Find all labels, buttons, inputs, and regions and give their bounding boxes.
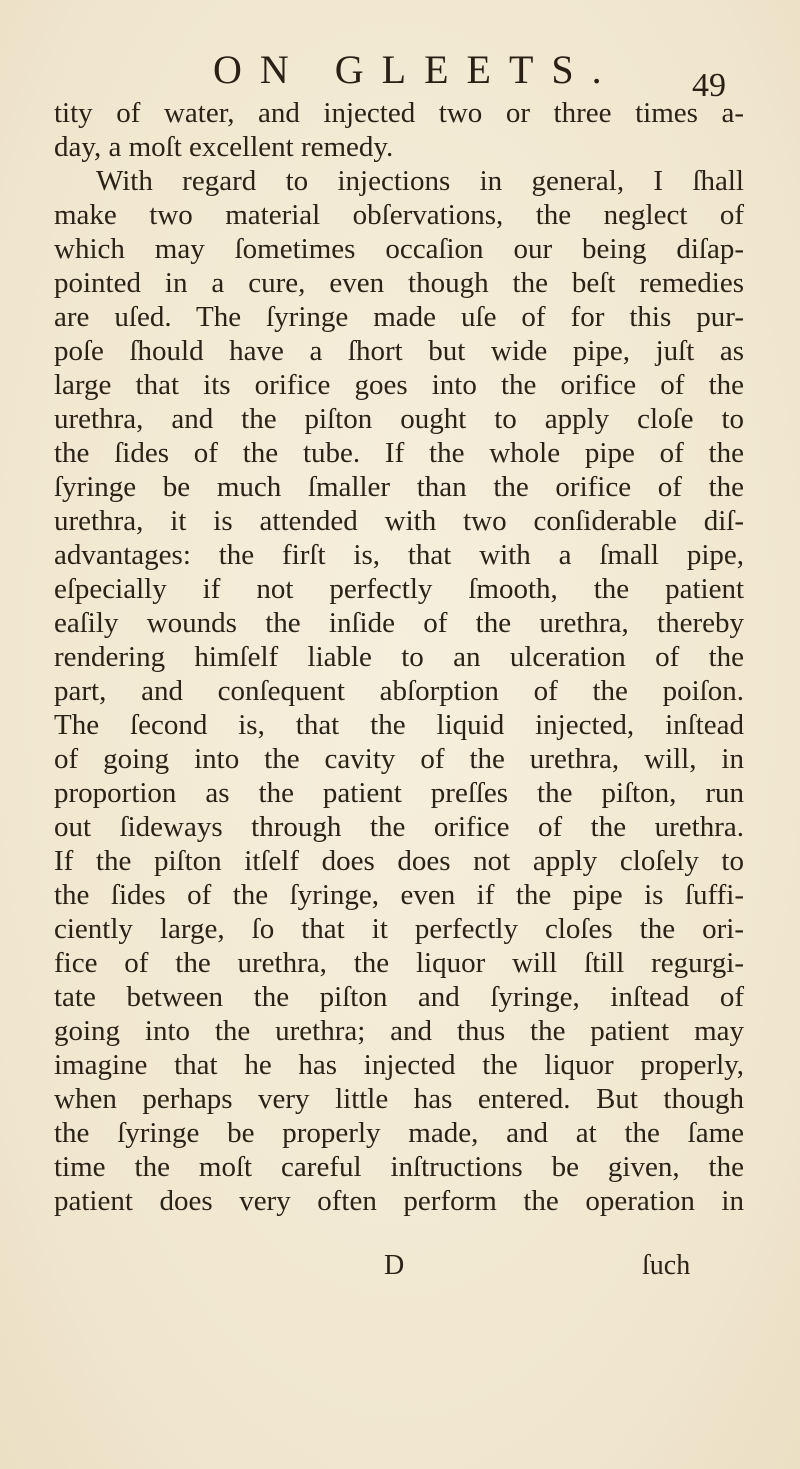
text-line: the ſides of the tube. If the whole pipe of the [54,437,744,469]
text-line: ciently large, ſo that it perfectly cloſes the ori- [54,913,744,945]
text-line: going into the urethra; and thus the patient may [54,1015,744,1047]
text-line: poſe ſhould have a ſhort but wide pipe, juſt as [54,335,744,367]
text-line: which may ſometimes occaſion our being diſap- [54,233,744,265]
running-head: ON GLEETS. [213,47,620,92]
text-line: the ſides of the ſyringe, even if the pipe is ſuffi- [54,879,744,911]
page-header [0,40,800,104]
text-line: eaſily wounds the inſide of the urethra, thereby [54,607,744,639]
text-line: advantages: the firſt is, that with a ſmall pipe, [54,539,744,571]
text-line: proportion as the patient preſſes the piſton, run [54,777,744,809]
text-line: out ſideways through the orifice of the urethra. [54,811,744,843]
text-line: ſyringe be much ſmaller than the orifice of the [54,471,744,503]
text-line: make two material obſervations, the neglect of [54,199,744,231]
text-line: patient does very often perform the operation in [54,1185,744,1217]
text-line: pointed in a cure, even though the beſt remedies [54,267,744,299]
text-line: urethra, and the piſton ought to apply cloſe to [54,403,744,435]
text-line: imagine that he has injected the liquor properly, [54,1049,744,1081]
text-line: when perhaps very little has entered. But though [54,1083,744,1115]
text-line: urethra, it is attended with two conſiderable diſ- [54,505,744,537]
text-line: the ſyringe be properly made, and at the ſame [54,1117,744,1149]
text-line: The ſecond is, that the liquid injected, inſtead [54,709,744,741]
catchword: ſuch [642,1250,691,1281]
page-number: 49 [692,67,726,104]
body-text [54,96,744,1218]
page-footer [0,1246,800,1286]
text-line: tate between the piſton and ſyringe, inſtead of [54,981,744,1013]
text-line: are uſed. The ſyringe made uſe of for this pur- [54,301,744,333]
text-line: day, a moſt excellent remedy. [54,131,394,163]
text-line: rendering himſelf liable to an ulceration of the [54,641,744,673]
text-line: large that its orifice goes into the orifice of the [54,369,744,401]
text-line: eſpecially if not perfectly ſmooth, the patient [54,573,744,605]
text-line: time the moſt careful inſtructions be given, the [54,1151,744,1183]
signature-mark: D [384,1250,405,1281]
text-line: If the piſton itſelf does does not apply cloſely to [54,845,744,877]
text-line: fice of the urethra, the liquor will ſtill regurgi- [54,947,744,979]
text-line: tity of water, and injected two or three times a- [54,97,744,129]
text-line: part, and conſequent abſorption of the poiſon. [54,675,744,707]
text-line: of going into the cavity of the urethra, will, in [54,743,744,775]
text-line: With regard to injections in general, I ſhall [96,165,744,197]
